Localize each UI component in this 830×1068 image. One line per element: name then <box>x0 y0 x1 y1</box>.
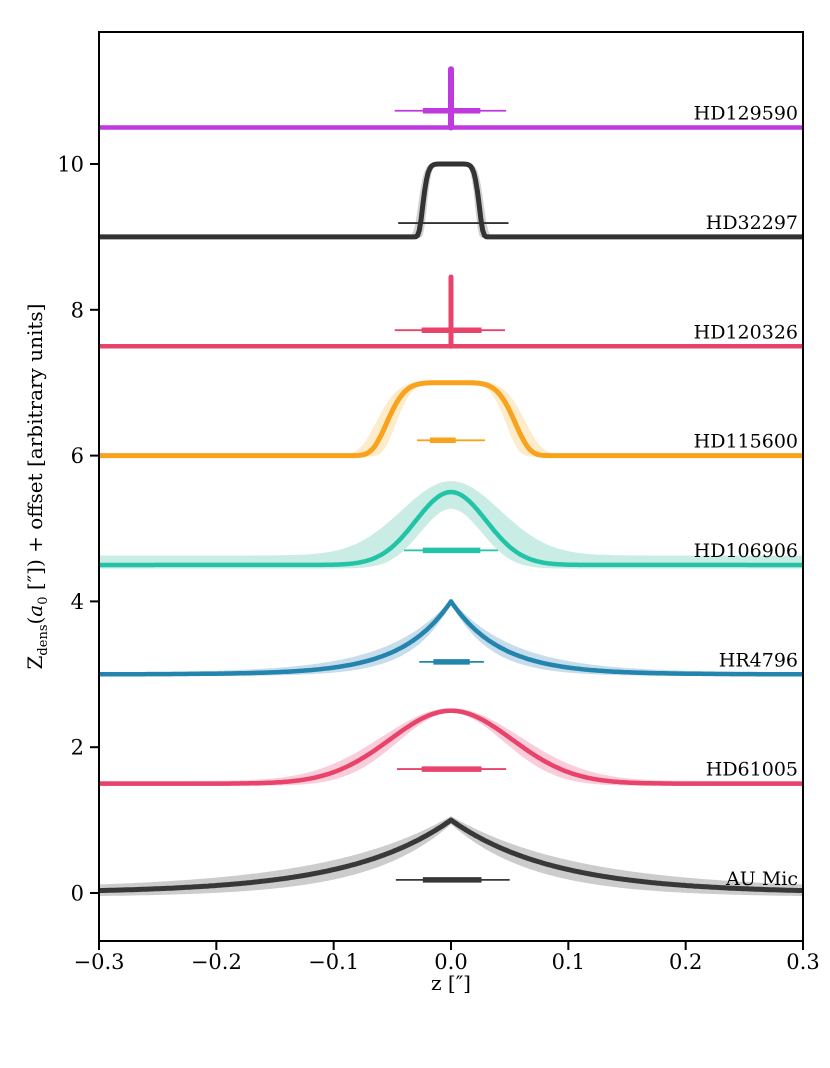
x-tick-label: 0.0 <box>434 950 468 974</box>
series-band-HD61005 <box>99 708 803 786</box>
x-tick-label: 0.3 <box>786 950 820 974</box>
x-tick-label: 0.1 <box>551 950 586 974</box>
series-label-AUMic: AU Mic <box>726 868 798 890</box>
series-label-HD61005: HD61005 <box>705 758 798 781</box>
plot-area <box>99 69 803 896</box>
series-label-HD129590: HD129590 <box>693 102 798 125</box>
series-label-HR4796: HR4796 <box>718 649 798 672</box>
y-tick-label: 0 <box>70 881 84 906</box>
x-tick-label: −0.2 <box>190 950 242 974</box>
y-tick-label: 8 <box>70 298 84 323</box>
x-axis-label: z [″] <box>431 971 471 995</box>
series-label-HD32297: HD32297 <box>705 211 798 234</box>
y-tick-label: 6 <box>70 444 84 469</box>
series-line-HD61005 <box>99 711 803 784</box>
series-line-HD32297 <box>99 164 803 237</box>
y-tick-label: 4 <box>70 589 84 614</box>
series-band-HD32297 <box>99 163 803 238</box>
x-tick-label: 0.2 <box>668 950 703 974</box>
x-tick-label: −0.1 <box>308 950 360 974</box>
y-axis-label: $Z_{dens}(a_0$ [″]) + offset [arbitrary units] <box>23 303 51 670</box>
series-label-HD120326: HD120326 <box>693 321 798 344</box>
y-tick-label: 10 <box>57 152 84 177</box>
x-tick-label: −0.3 <box>73 950 125 974</box>
y-tick-label: 2 <box>70 735 84 760</box>
series-label-HD106906: HD106906 <box>693 539 798 562</box>
series-label-HD115600: HD115600 <box>693 430 798 453</box>
